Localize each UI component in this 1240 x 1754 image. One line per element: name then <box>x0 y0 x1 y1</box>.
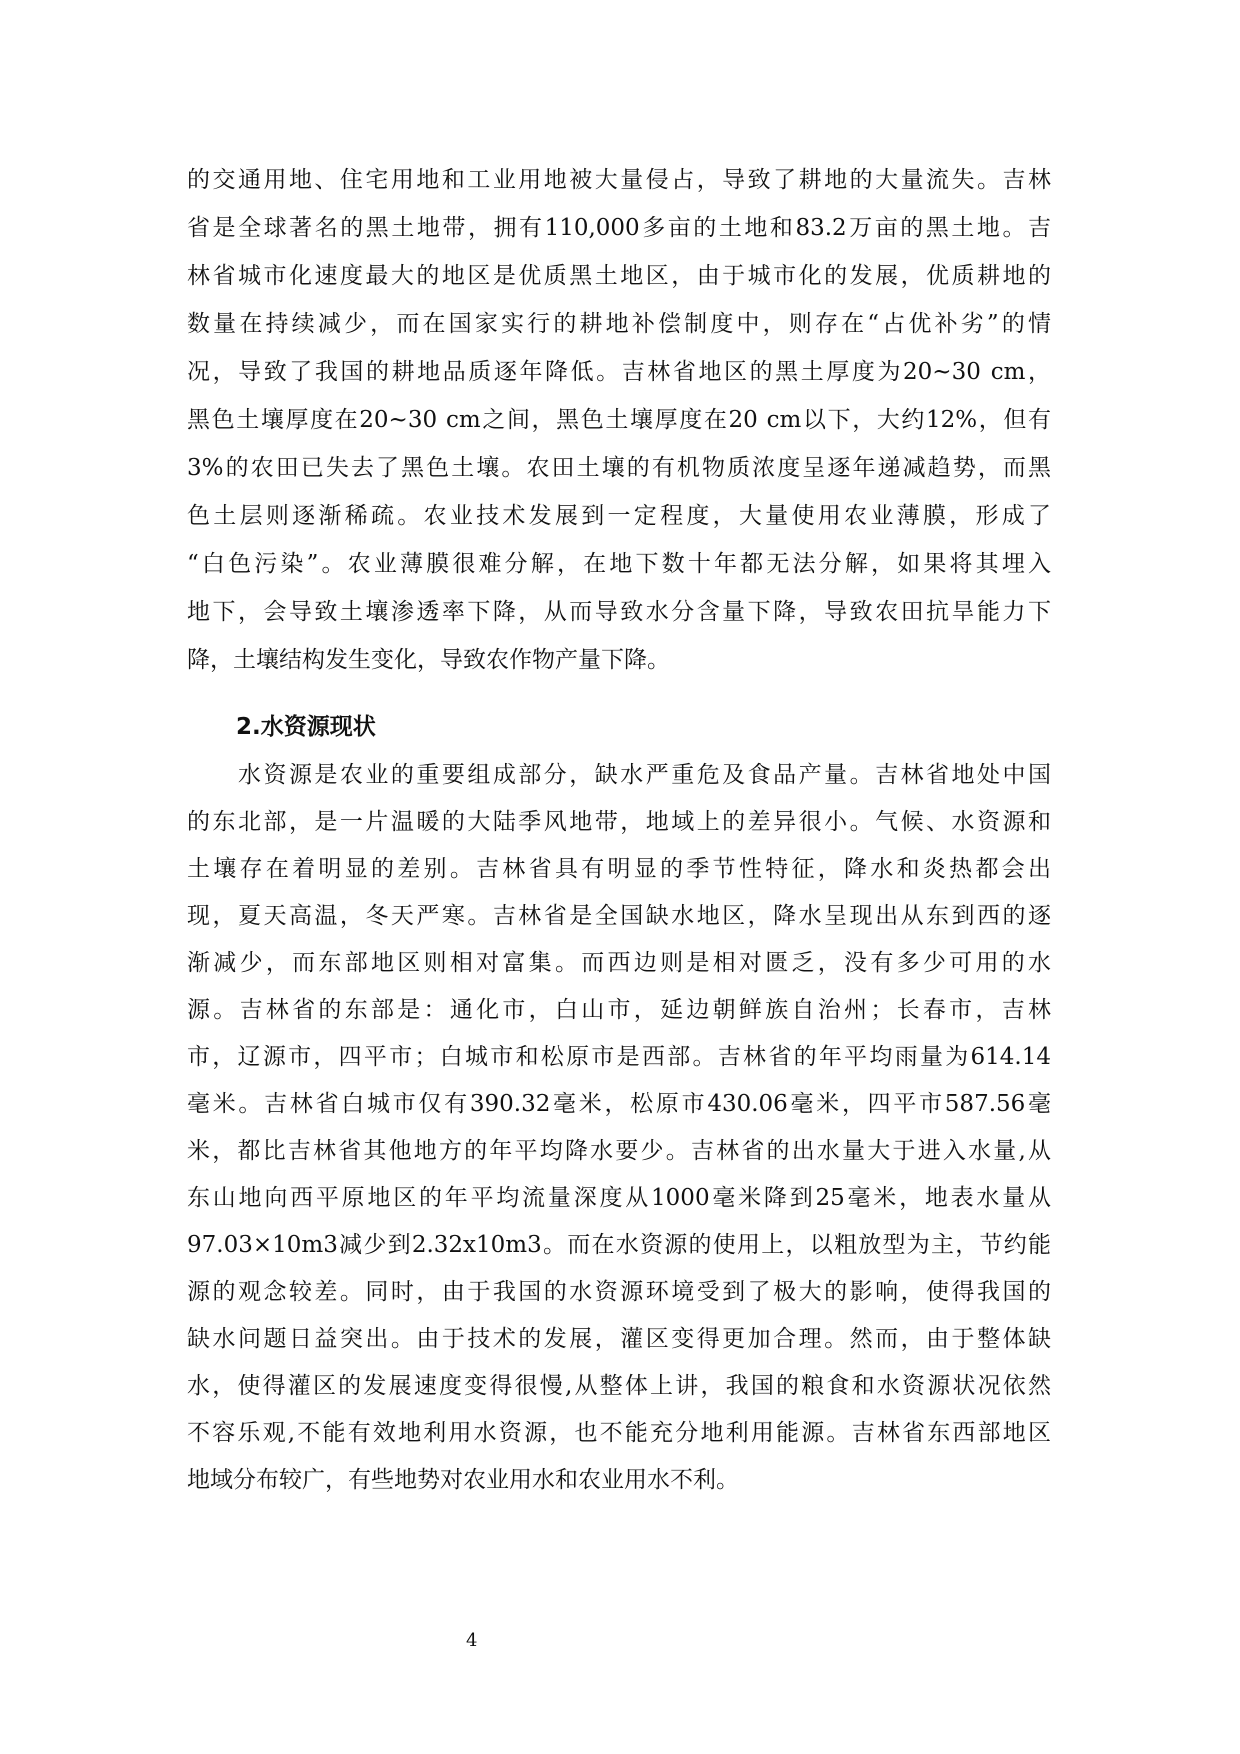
page-number: 4 <box>466 1630 478 1651</box>
text-line: 水，使得灌区的发展速度变得很慢,从整体上讲，我国的粮食和水资源状况依然 <box>187 1373 1051 1399</box>
text-line: 的交通用地、住宅用地和工业用地被大量侵占，导致了耕地的大量流失。吉林 <box>187 167 1051 193</box>
text-line: 降，土壤结构发生变化，导致农作物产量下降。 <box>187 647 670 673</box>
text-line: 米，都比吉林省其他地方的年平均降水要少。吉林省的出水量大于进入水量,从 <box>187 1138 1051 1164</box>
text-line: “白色污染”。农业薄膜很难分解，在地下数十年都无法分解，如果将其埋入 <box>187 551 1051 577</box>
text-line: 水资源是农业的重要组成部分，缺水严重危及食品产量。吉林省地处中国 <box>187 762 1051 788</box>
text-line: 数量在持续减少，而在国家实行的耕地补偿制度中，则存在“占优补劣”的情 <box>187 311 1051 337</box>
text-line: 97.03×10m3减少到2.32x10m3。而在水资源的使用上，以粗放型为主，节约能 <box>187 1232 1051 1258</box>
text-line: 色土层则逐渐稀疏。农业技术发展到一定程度，大量使用农业薄膜，形成了 <box>187 503 1051 529</box>
text-line: 的东北部，是一片温暖的大陆季风地带，地域上的差异很小。气候、水资源和 <box>187 809 1051 835</box>
text-line: 况，导致了我国的耕地品质逐年降低。吉林省地区的黑土厚度为20~30 cm， <box>187 359 1051 385</box>
text-line: 地域分布较广，有些地势对农业用水和农业用水不利。 <box>187 1467 739 1493</box>
text-line: 林省城市化速度最大的地区是优质黑土地区，由于城市化的发展，优质耕地的 <box>187 263 1051 289</box>
text-line: 土壤存在着明显的差别。吉林省具有明显的季节性特征，降水和炎热都会出 <box>187 856 1051 882</box>
text-line: 源。吉林省的东部是：通化市，白山市，延边朝鲜族自治州；长春市，吉林 <box>187 997 1051 1023</box>
text-line: 毫米。吉林省白城市仅有390.32毫米，松原市430.06毫米，四平市587.56毫 <box>187 1091 1051 1117</box>
text-line: 省是全球著名的黑土地带，拥有110,000多亩的土地和83.2万亩的黑土地。吉 <box>187 215 1051 241</box>
section-heading: 2.水资源现状 <box>236 714 376 740</box>
text-line: 源的观念较差。同时，由于我国的水资源环境受到了极大的影响，使得我国的 <box>187 1279 1051 1305</box>
text-line: 市，辽源市，四平市；白城市和松原市是西部。吉林省的年平均雨量为614.14 <box>187 1044 1051 1070</box>
text-line: 现，夏天高温，冬天严寒。吉林省是全国缺水地区，降水呈现出从东到西的逐 <box>187 903 1051 929</box>
text-line: 地下，会导致土壤渗透率下降，从而导致水分含量下降，导致农田抗旱能力下 <box>187 599 1051 625</box>
text-line: 不容乐观,不能有效地利用水资源，也不能充分地利用能源。吉林省东西部地区 <box>187 1420 1051 1446</box>
text-line: 东山地向西平原地区的年平均流量深度从1000毫米降到25毫米，地表水量从 <box>187 1185 1051 1211</box>
text-line: 3%的农田已失去了黑色土壤。农田土壤的有机物质浓度呈逐年递减趋势，而黑 <box>187 455 1051 481</box>
text-line: 缺水问题日益突出。由于技术的发展，灌区变得更加合理。然而，由于整体缺 <box>187 1326 1051 1352</box>
text-line: 黑色土壤厚度在20~30 cm之间，黑色土壤厚度在20 cm以下，大约12%，但有 <box>187 407 1051 433</box>
text-line: 渐减少，而东部地区则相对富集。而西边则是相对匮乏，没有多少可用的水 <box>187 950 1051 976</box>
